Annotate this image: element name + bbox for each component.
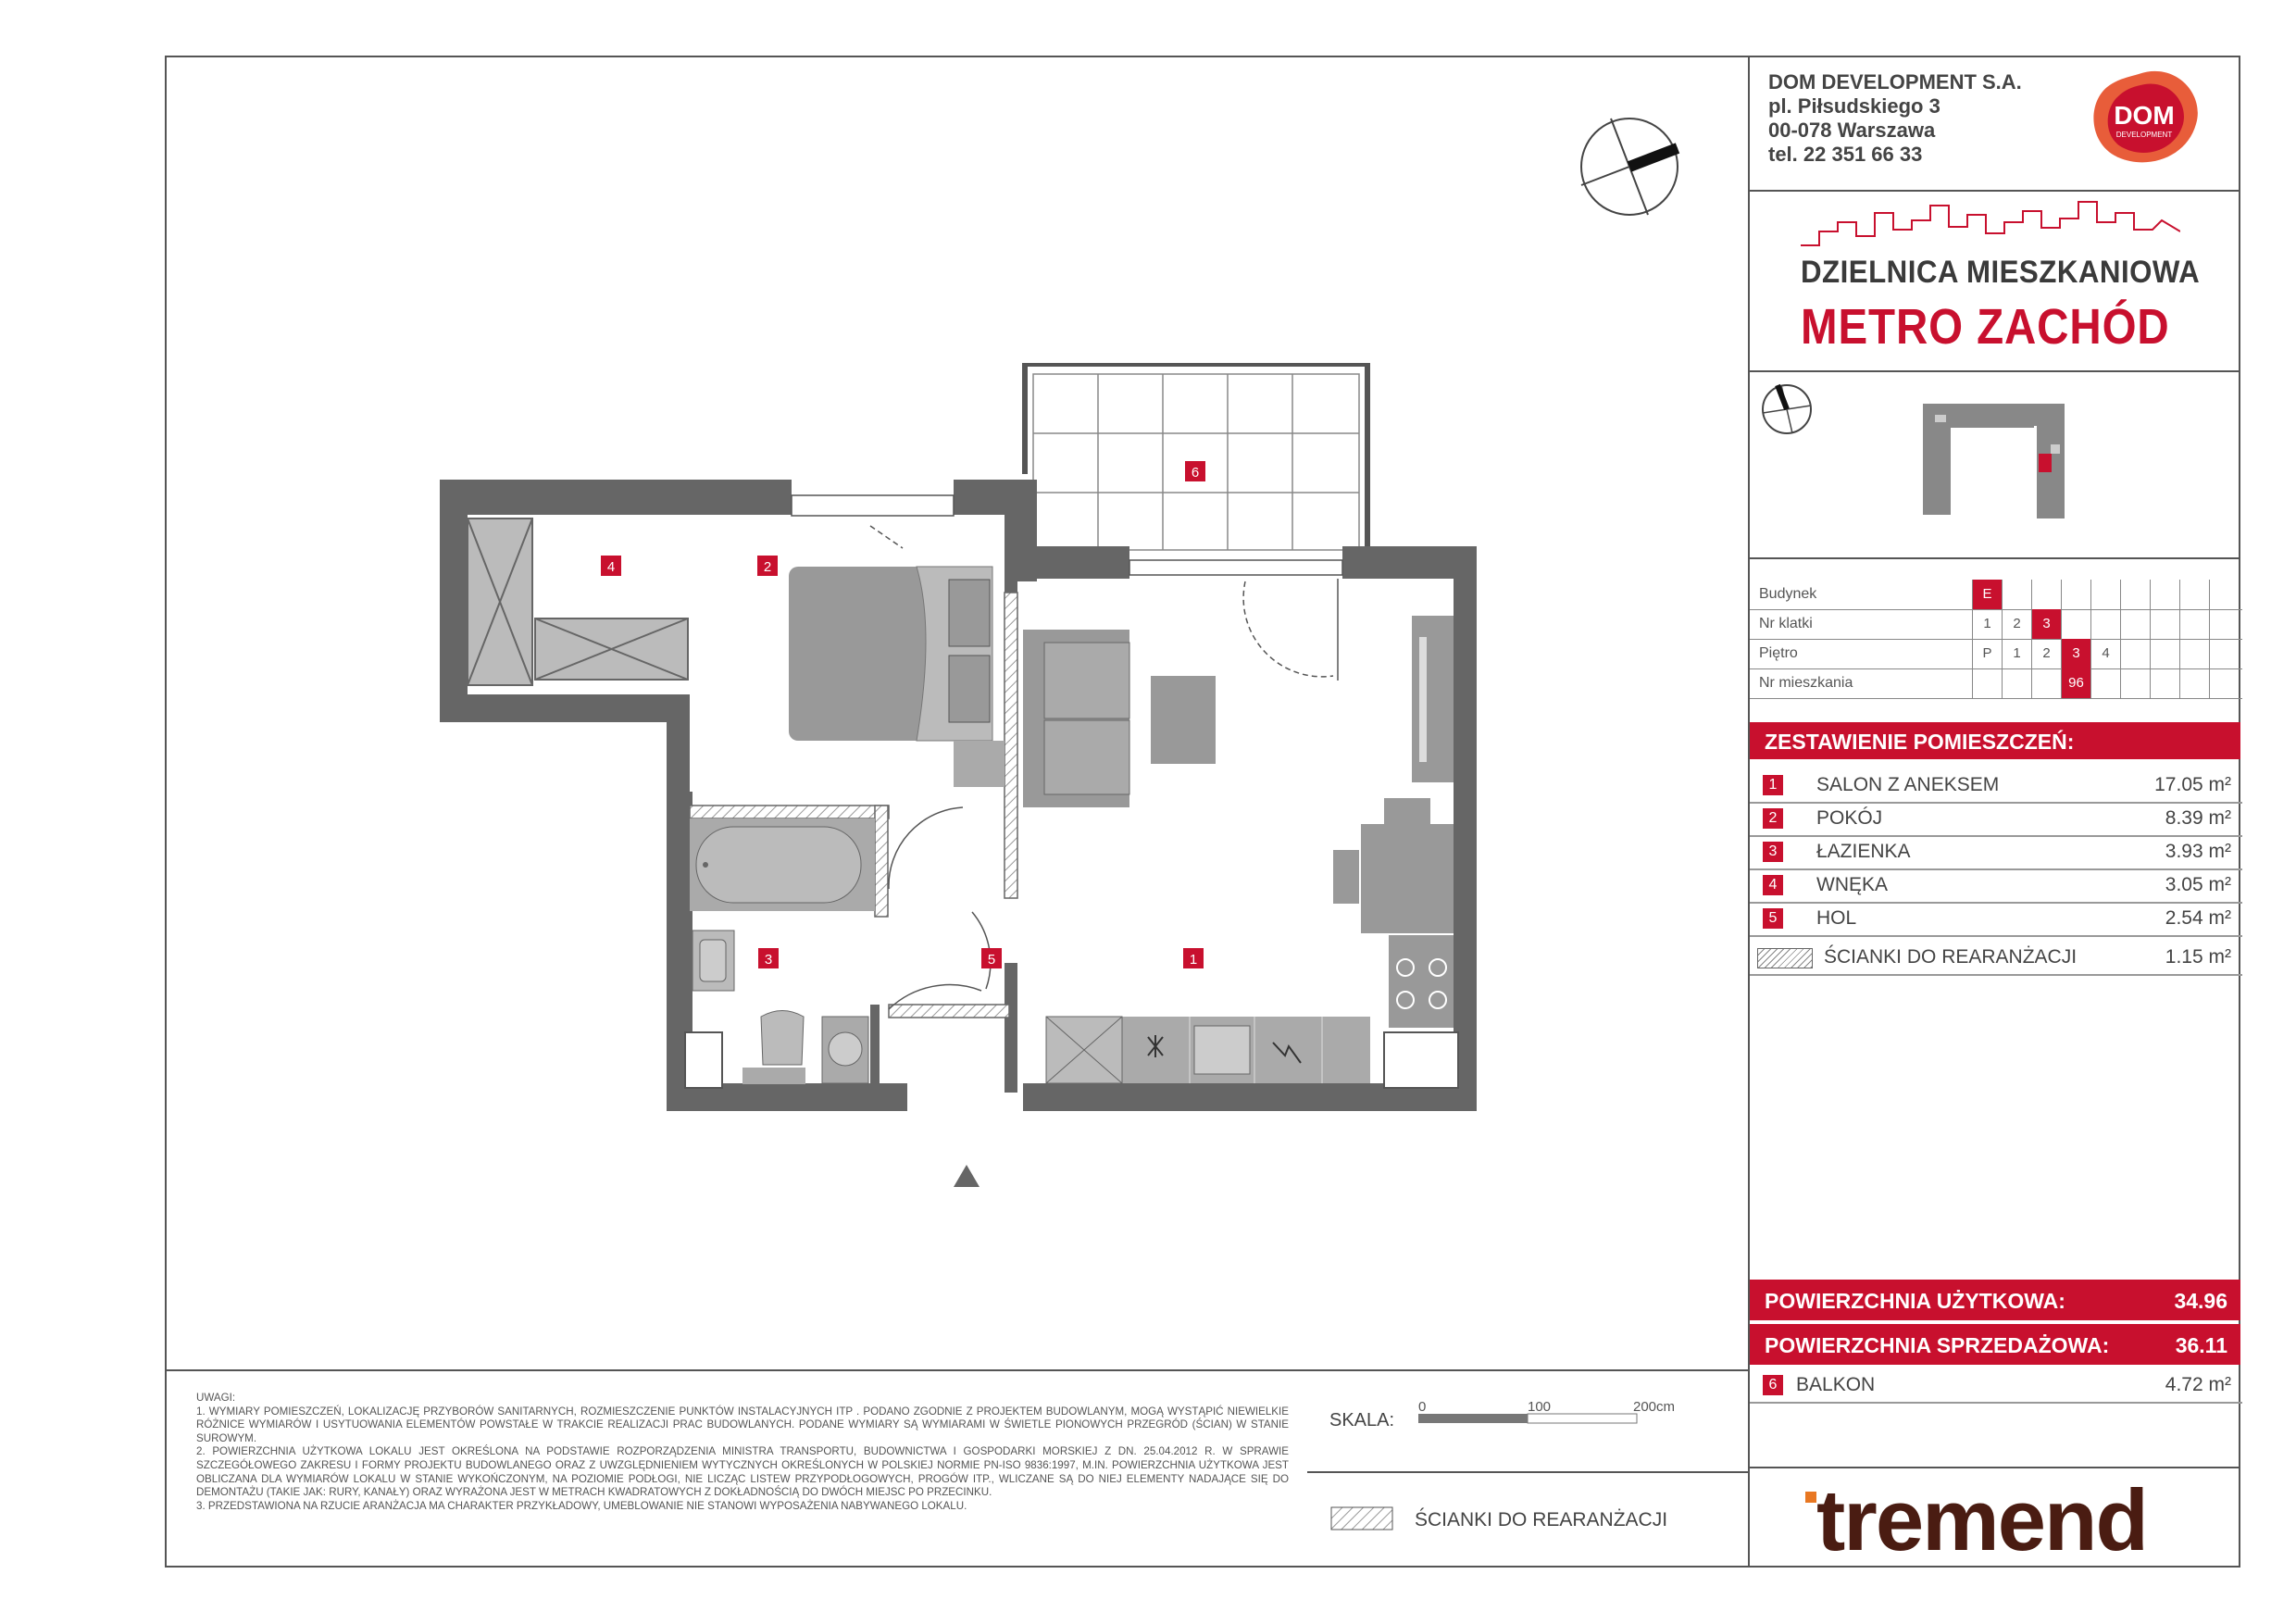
info-cell: 1 — [1972, 609, 2002, 639]
info-cell — [1972, 668, 2002, 698]
room-row — [1750, 835, 2242, 870]
company-contact — [1768, 70, 2022, 167]
room-row — [1750, 768, 2242, 804]
info-cell — [2209, 609, 2239, 639]
sofa — [1023, 630, 1129, 807]
room-area: 3.93 m² — [2165, 841, 2231, 862]
room-marker-3: 3 — [764, 952, 773, 968]
coffee-table — [1151, 676, 1216, 764]
compass-small-icon — [1763, 385, 1811, 433]
info-row-label: Nr mieszkania — [1759, 675, 1853, 691]
balcony-number: 6 — [1763, 1375, 1783, 1395]
info-row-label: Piętro — [1759, 645, 1798, 661]
rooms-header — [1750, 722, 2240, 759]
company-street: pl. Piłsudskiego 3 — [1768, 94, 1940, 118]
partitions-row — [1750, 941, 2242, 976]
room-area: 2.54 m² — [2165, 907, 2231, 929]
room-area: 17.05 m² — [2154, 774, 2231, 795]
info-cell: 4 — [2090, 639, 2120, 668]
room-marker-4: 4 — [606, 559, 616, 575]
info-row-label: Budynek — [1759, 586, 1817, 602]
partitions-area: 1.15 m² — [2165, 946, 2231, 968]
info-cell: 1 — [2002, 639, 2031, 668]
info-row — [1750, 580, 2242, 610]
legend — [1331, 1507, 1667, 1530]
usable-area-value: 34.96 — [2174, 1289, 2227, 1313]
wardrobe — [468, 518, 688, 685]
info-cell — [2179, 639, 2209, 668]
info-cell — [2120, 639, 2150, 668]
info-cell — [2031, 580, 2061, 609]
sales-area-value: 36.11 — [2175, 1333, 2227, 1357]
info-cell — [2209, 639, 2239, 668]
balcony-name: BALKON — [1796, 1374, 1876, 1395]
tremend-logo: tremend — [1816, 1471, 2147, 1568]
room-row — [1750, 902, 2242, 937]
info-cell — [2090, 609, 2120, 639]
info-cell — [2061, 609, 2090, 639]
dining-table — [1333, 798, 1454, 933]
info-cell: 3 — [2031, 609, 2061, 639]
room-area: 3.05 m² — [2165, 874, 2231, 895]
room-row — [1750, 868, 2242, 904]
usable-area-label: POWIERZCHNIA UŻYTKOWA: — [1765, 1289, 2065, 1313]
room-name: HOL — [1816, 907, 1857, 929]
rooms-header-text: ZESTAWIENIE POMIESZCZEŃ: — [1765, 730, 2075, 754]
info-cell: 96 — [2061, 668, 2090, 698]
logo-text-bottom: DEVELOPMENT — [2115, 131, 2173, 139]
info-row-label: Nr klatki — [1759, 616, 1813, 631]
room-area: 8.39 m² — [2165, 807, 2231, 829]
balcony-row — [1750, 1368, 2242, 1404]
logo-text-top: DOM — [2114, 101, 2175, 130]
balcony — [1022, 363, 1370, 550]
company-phone: tel. 22 351 66 33 — [1768, 143, 1923, 166]
info-cell — [2179, 609, 2209, 639]
usable-area-band — [1750, 1280, 2240, 1320]
info-cell — [2090, 580, 2120, 609]
room-name: SALON Z ANEKSEM — [1816, 774, 2000, 795]
info-cell: 3 — [2061, 639, 2090, 668]
note-3: 3. PRZEDSTAWIONA NA RZUCIE ARANŻACJA MA CHARAKTER PRZYKŁADOWY, UMEBLOWANIE NIE STANOWI WYPOSAŻENIA NABYWANEGO LOKALU. — [196, 1499, 967, 1512]
info-cell — [2002, 668, 2031, 698]
info-cell — [2090, 668, 2120, 698]
room-name: WNĘKA — [1816, 874, 1889, 895]
sales-area-label: POWIERZCHNIA SPRZEDAŻOWA: — [1765, 1333, 2110, 1357]
info-cell — [2120, 609, 2150, 639]
info-cell — [2150, 580, 2179, 609]
room-row — [1750, 802, 2242, 837]
project-name-line1: DZIELNICA MIESZKANIOWA — [1801, 255, 2201, 290]
hatch-swatch — [1757, 948, 1813, 968]
room-marker-6: 6 — [1191, 465, 1200, 481]
room-marker-5: 5 — [987, 952, 996, 968]
info-cell: P — [1972, 639, 2002, 668]
room-marker-2: 2 — [763, 559, 772, 575]
room-number: 2 — [1763, 808, 1783, 829]
scale-tick-0: 0 — [1418, 1399, 1427, 1415]
room-number: 3 — [1763, 842, 1783, 862]
scale-tick-200: 200cm — [1633, 1399, 1676, 1415]
dom-development-logo — [2083, 67, 2203, 169]
scale-tick-100: 100 — [1528, 1399, 1552, 1415]
info-sidebar — [1748, 56, 2240, 1568]
info-cell — [2179, 668, 2209, 698]
info-cell — [2150, 668, 2179, 698]
bathtub — [690, 818, 875, 911]
entrance-arrow-icon — [954, 1165, 980, 1187]
info-cell — [2031, 668, 2061, 698]
company-city: 00-078 Warszawa — [1768, 119, 1936, 142]
info-cell — [2120, 668, 2150, 698]
info-cell: E — [1972, 580, 2002, 609]
info-cell — [2002, 580, 2031, 609]
info-row — [1750, 609, 2242, 640]
info-cell: 2 — [2002, 609, 2031, 639]
room-number: 1 — [1763, 775, 1783, 795]
tremend-logo-dot — [1805, 1492, 1816, 1503]
info-cell — [2150, 609, 2179, 639]
room-name: ŁAZIENKA — [1816, 841, 1911, 862]
room-marker-1: 1 — [1189, 952, 1198, 968]
skyline-graphic — [1801, 194, 2180, 250]
info-cell — [2179, 580, 2209, 609]
notes-title: UWAGI: — [196, 1392, 236, 1404]
project-name-line2: METRO ZACHÓD — [1801, 299, 2170, 355]
info-cell — [2209, 580, 2239, 609]
balcony-area: 4.72 m² — [2165, 1374, 2231, 1395]
info-row — [1750, 639, 2242, 669]
info-cell: 2 — [2031, 639, 2061, 668]
bed — [789, 567, 1004, 787]
legend-label: ŚCIANKI DO REARANŻACJI — [1415, 1509, 1668, 1530]
room-name: POKÓJ — [1816, 807, 1883, 829]
info-cell — [2150, 639, 2179, 668]
cooktop — [1389, 935, 1454, 1028]
note-1: 1. WYMIARY POMIESZCZEŃ, LOKALIZACJĘ PRZYBORÓW SANITARNYCH, ROZMIESZCZENIE PUNKTÓW INSTALACYJNYCH ITP . PODANO ZGODNIE Z PROJEKTEM BUDOWLANYM, MOGĄ WYSTĄPIĆ NIEWIELKIE RÓŻNICE WYMIARÓW I USYTUOWANIA ELEMENTÓW POWSTAŁE W TRAKCIE REALIZACJI PRAC BUDOWLANYCH. PODANE WYMIARY SĄ WYMIARAMI W ŚWIETLE PIONOWYCH PRZEGRÓD (ŚCIAN) W STANIE SUROWYM. — [196, 1405, 1289, 1444]
scale-bar — [1329, 1399, 1675, 1430]
notes — [196, 1392, 1289, 1513]
scale-label: SKALA: — [1329, 1410, 1395, 1430]
washing-machine — [822, 1017, 868, 1083]
washbasin — [693, 931, 734, 991]
tv-cabinet — [1412, 616, 1454, 782]
partitions-name: ŚCIANKI DO REARANŻACJI — [1824, 946, 2078, 968]
north-arrow-icon — [1581, 119, 1678, 215]
info-cell — [2209, 668, 2239, 698]
toilet — [742, 1011, 805, 1085]
info-cell — [2061, 580, 2090, 609]
key-plan — [1750, 370, 2242, 565]
sales-area-band — [1750, 1324, 2240, 1365]
note-2: 2. POWIERZCHNIA UŻYTKOWA LOKALU JEST OKREŚLONA NA PODSTAWIE ROZPORZĄDZENIA MINISTRA TRANSPORTU, BUDOWNICTWA I GOSPODARKI MORSKIEJ Z DN. 25.04.2012 R. W SPRAWIE SZCZEGÓŁOWEGO ZAKRESU I FORMY PROJEKTU BUDOWLANEGO ORAZ Z UWZGLĘDNIENIEM WYTYCZNYCH OKREŚLONYCH W POLSKIEJ NORMIE PN-ISO 9836:1997, M.IN. POWIERZCHNIA UŻYTKOWA JEST OBLICZANA DLA WYMIARÓW LOKALU W STANIE WYKOŃCZONYM, NA POZIOMIE PODŁOGI, NIE LICZĄC LISTEW PRZYPODŁOGOWYCH, PROGÓW ITP., WLICZANE SĄ DO NIEJ ELEMENTY NADAJĄCE SIĘ DO DEMONTAŻU (TAKIE JAK: RURY, KANAŁY) ORAZ WYRAŻONA JEST W METRACH KWADRATOWYCH Z DOKŁADNOŚCIĄ DO DWÓCH MIEJSC PO PRZECINKU. — [196, 1445, 1289, 1499]
room-number: 5 — [1763, 908, 1783, 929]
info-row — [1750, 668, 2242, 699]
apartment-location-marker — [2039, 454, 2052, 472]
company-name: DOM DEVELOPMENT S.A. — [1768, 70, 2022, 94]
room-number: 4 — [1763, 875, 1783, 895]
kitchen-counter — [1046, 1017, 1370, 1083]
info-cell — [2120, 580, 2150, 609]
